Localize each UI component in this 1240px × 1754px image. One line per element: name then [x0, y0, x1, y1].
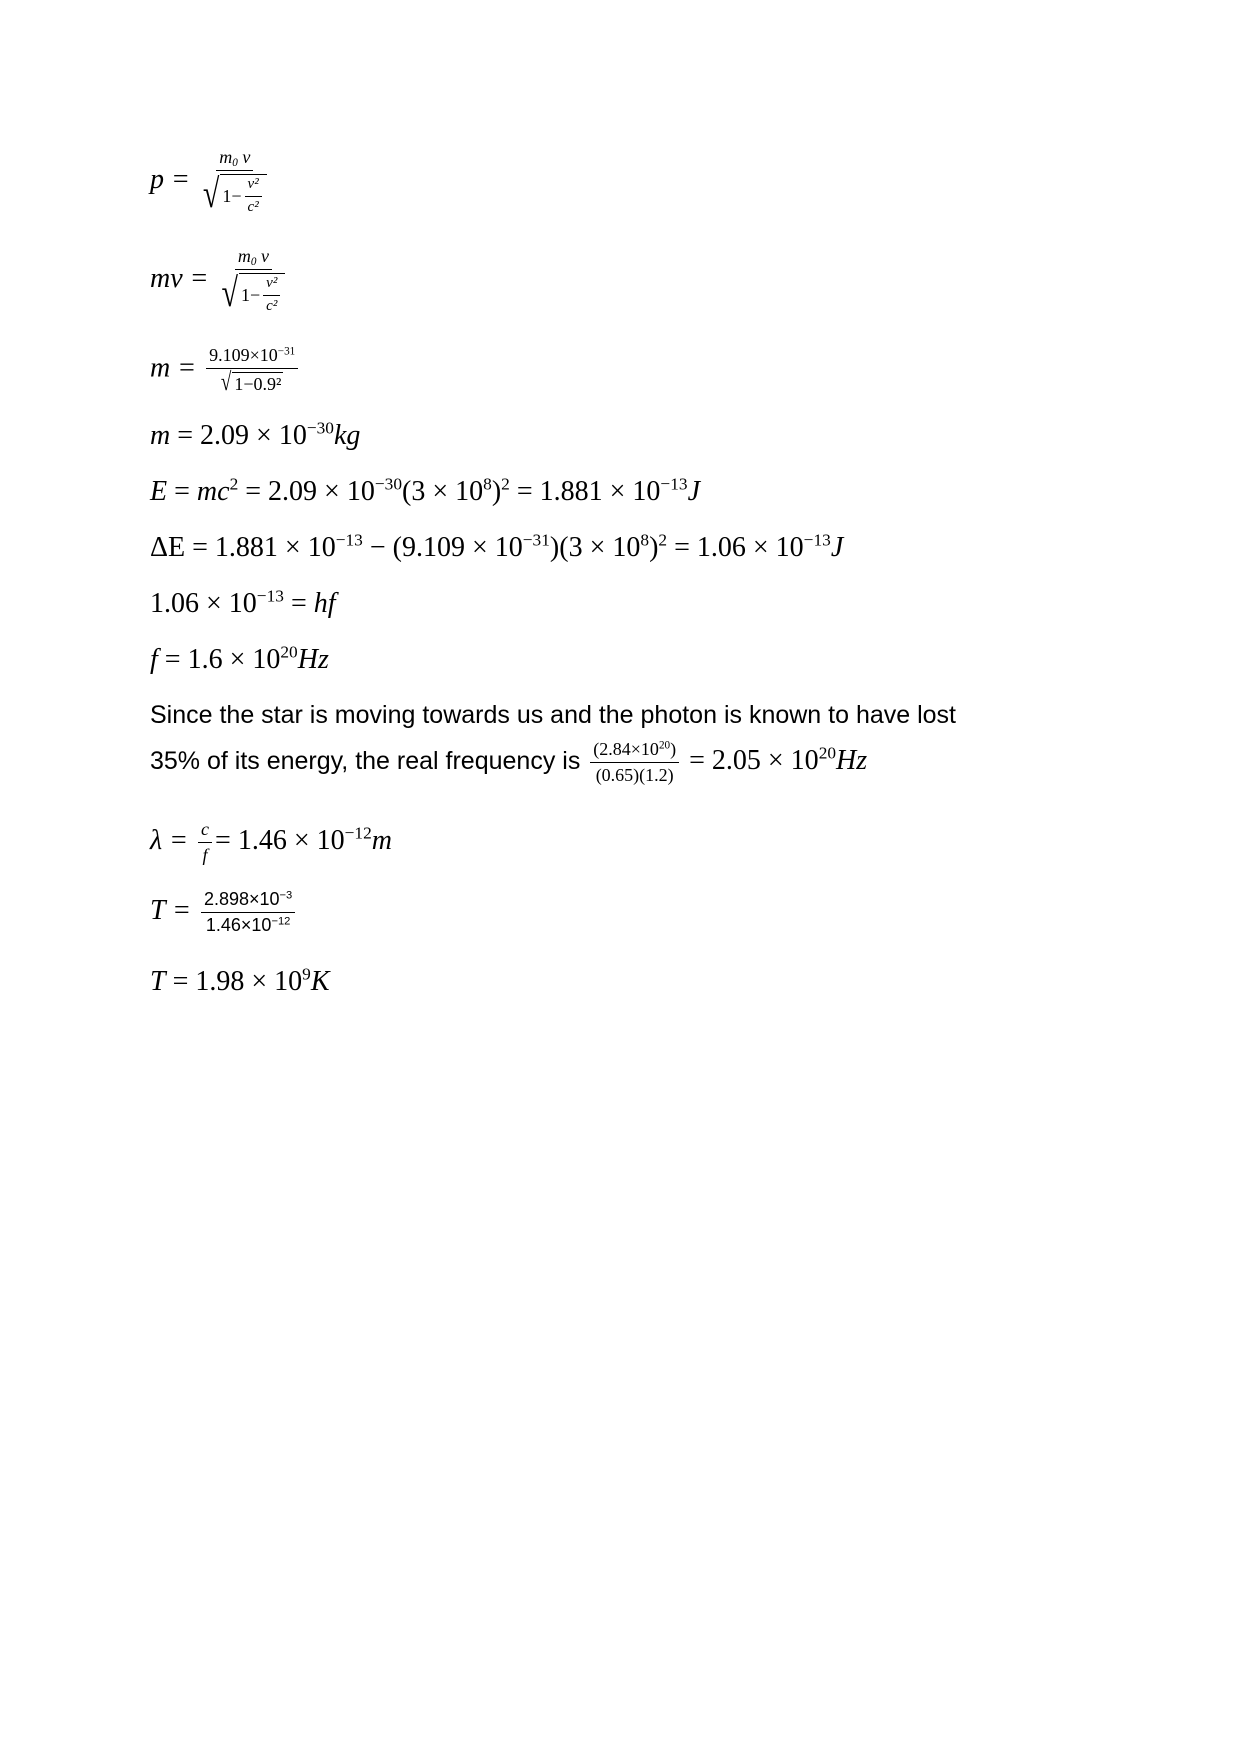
equation-lhs: m =	[150, 352, 197, 384]
equation-mv	[150, 247, 291, 314]
equation-energy: $E = mc^2 = 2.09 \times 10^{-30}(3 \times 10^8)^2 = 1.881 \times 10^{-13}J$	[150, 474, 701, 507]
fraction-denominator	[219, 270, 289, 315]
equation-wavelength: λ = $\frac{c}{f}$ = $1.46 \times 10^{-12}m$	[150, 819, 393, 865]
equation-temperature-result: $T = 1.98 \times 10^9K$	[150, 964, 330, 997]
fraction	[201, 890, 295, 935]
square-root: √ 1− $\frac{\text{v²}}{\text{c²}}$	[222, 273, 286, 315]
equation-temperature-fraction: T = $\frac{2.898\times 10^{-3}}{1.46\times 10^{-12}}$	[150, 890, 298, 935]
fraction-numerator: $(2.84\times 10^{20})$	[590, 740, 679, 763]
fraction	[590, 740, 679, 785]
equation-planck: $1.06 \times 10^{-13}$ = hf	[150, 586, 336, 619]
explanation-text: 35% of its energy, the real frequency is	[150, 746, 588, 775]
radical-sign: √	[221, 271, 239, 316]
equation-mass-result: $m = 2.09 \times 10^{-30}kg$	[150, 418, 361, 451]
fraction	[198, 820, 212, 865]
fraction-numerator: $m_0$ v	[235, 247, 272, 270]
square-root: √ 1−0.9²	[220, 368, 282, 397]
fraction-denominator: $1.46\times 10^{-12}$	[205, 914, 291, 935]
fraction	[219, 247, 289, 314]
explanation-text: Since the star is moving towards us and the photon is known to have lost	[150, 701, 957, 729]
fraction-numerator: c	[198, 820, 212, 843]
equation-momentum	[150, 148, 273, 215]
equation-delta-energy: $\Delta E = 1.881 \times 10^{-13} - (9.109 \times 10^{-31})(3 \times 10^8)^2 = 1.06 \times 10^{-13}J$	[150, 530, 844, 563]
fraction-numerator: $9.109\times 10^{-31}$	[206, 346, 298, 369]
fraction-denominator: f	[202, 844, 208, 865]
square-root: √ 1− $\frac{\text{v²}}{\text{c²}}$	[203, 174, 267, 216]
radical-sign: √	[202, 172, 220, 217]
fraction-denominator: (0.65)(1.2)	[595, 764, 674, 785]
equation-frequency: $f = 1.6 \times 10^{20}Hz$	[150, 642, 329, 675]
fraction	[206, 345, 298, 397]
fraction-numerator: $2.898\times 10^{-3}$	[201, 890, 295, 913]
fraction-denominator	[200, 171, 270, 216]
fraction	[200, 148, 270, 215]
equation-mass-fraction	[150, 345, 301, 397]
equation-real-frequency: 35% of its energy, the real frequency is $\frac{(2.84\times 10^{20})}{(0.65)(1.2)}$ = $2.05 \times 10^{20}Hz$	[150, 739, 868, 785]
equation-lhs: p =	[150, 164, 190, 196]
fraction-numerator: $m_0$ v	[216, 148, 253, 171]
equation-lhs: mv =	[150, 263, 209, 295]
radical-sign: √	[220, 368, 232, 397]
fraction-denominator	[218, 368, 287, 397]
